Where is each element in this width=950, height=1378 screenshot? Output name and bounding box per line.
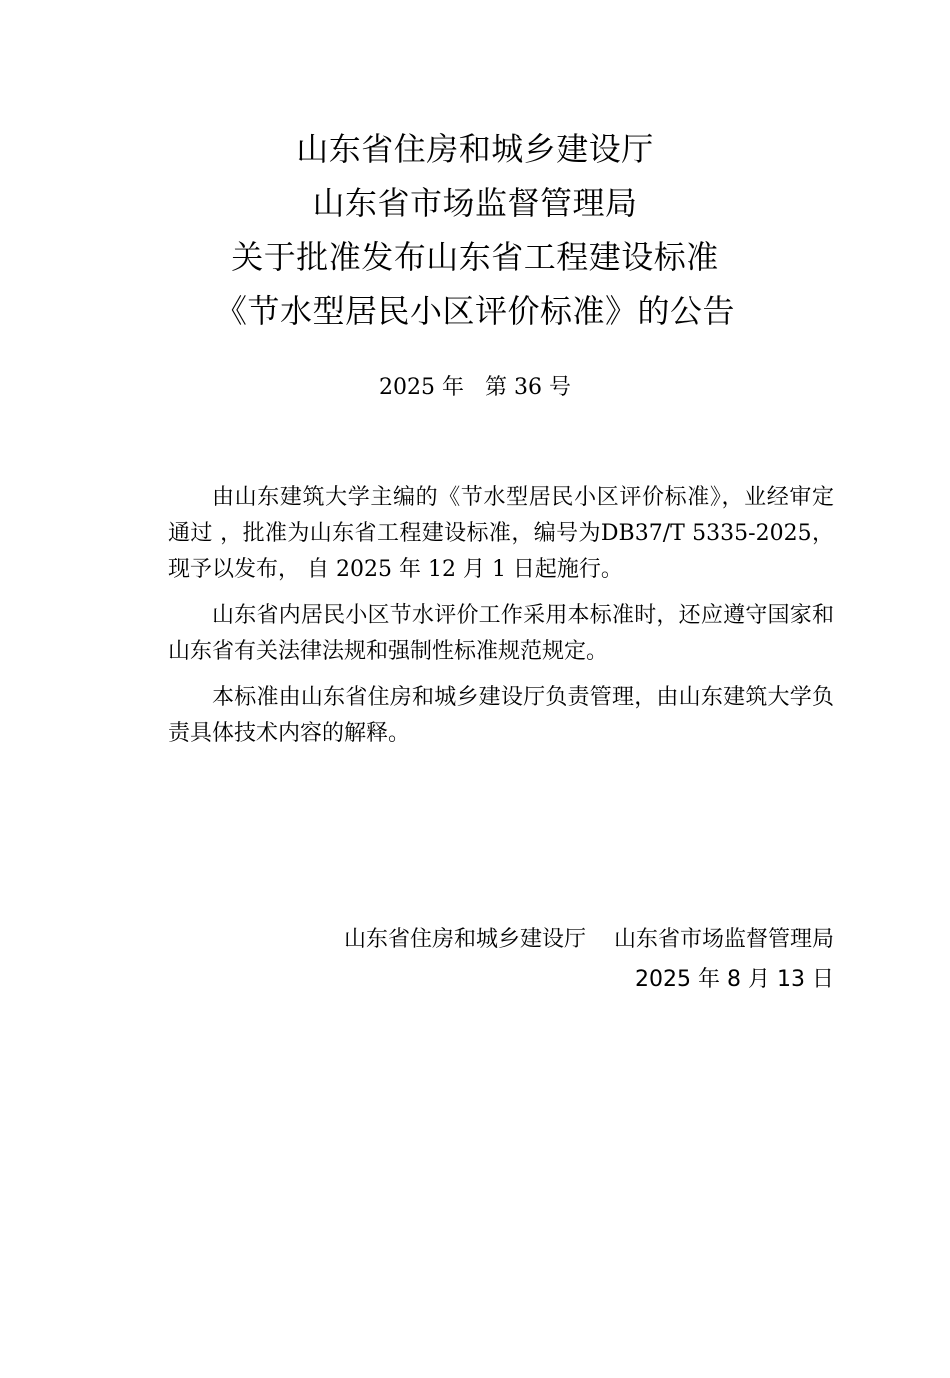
announcement-title [0, 122, 950, 338]
announcement-body [168, 480, 834, 762]
paragraph-approval: 由山东建筑大学主编的《节水型居民小区评价标准》，业经审定通过 ，批准为山东省工程建设标准，编号为DB37/T 5335-2025，现予以发布， 自 2025 年 12 月 1 日起施行。 [168, 485, 834, 582]
signature-block [168, 920, 834, 1000]
title-line-subject: 关于批准发布山东省工程建设标准 [231, 238, 719, 276]
paragraph-management: 本标准由山东省住房和城乡建设厅负责管理，由山东建筑大学负责具体技术内容的解释。 [168, 685, 834, 746]
paragraph-compliance: 山东省内居民小区节水评价工作采用本标准时，还应遵守国家和山东省有关法律法规和强制性标准规范规定。 [168, 603, 834, 664]
document-number: 2025 年 第 36 号 [379, 375, 571, 400]
signature-date: 2025 年 8 月 13 日 [635, 967, 834, 992]
title-line-standard-name: 《节水型居民小区评价标准》的公告 [214, 292, 735, 330]
title-line-issuer-1: 山东省住房和城乡建设厅 [296, 130, 654, 168]
signature-issuers: 山东省住房和城乡建设厅 山东省市场监督管理局 [344, 927, 834, 952]
title-line-issuer-2: 山东省市场监督管理局 [312, 184, 638, 222]
